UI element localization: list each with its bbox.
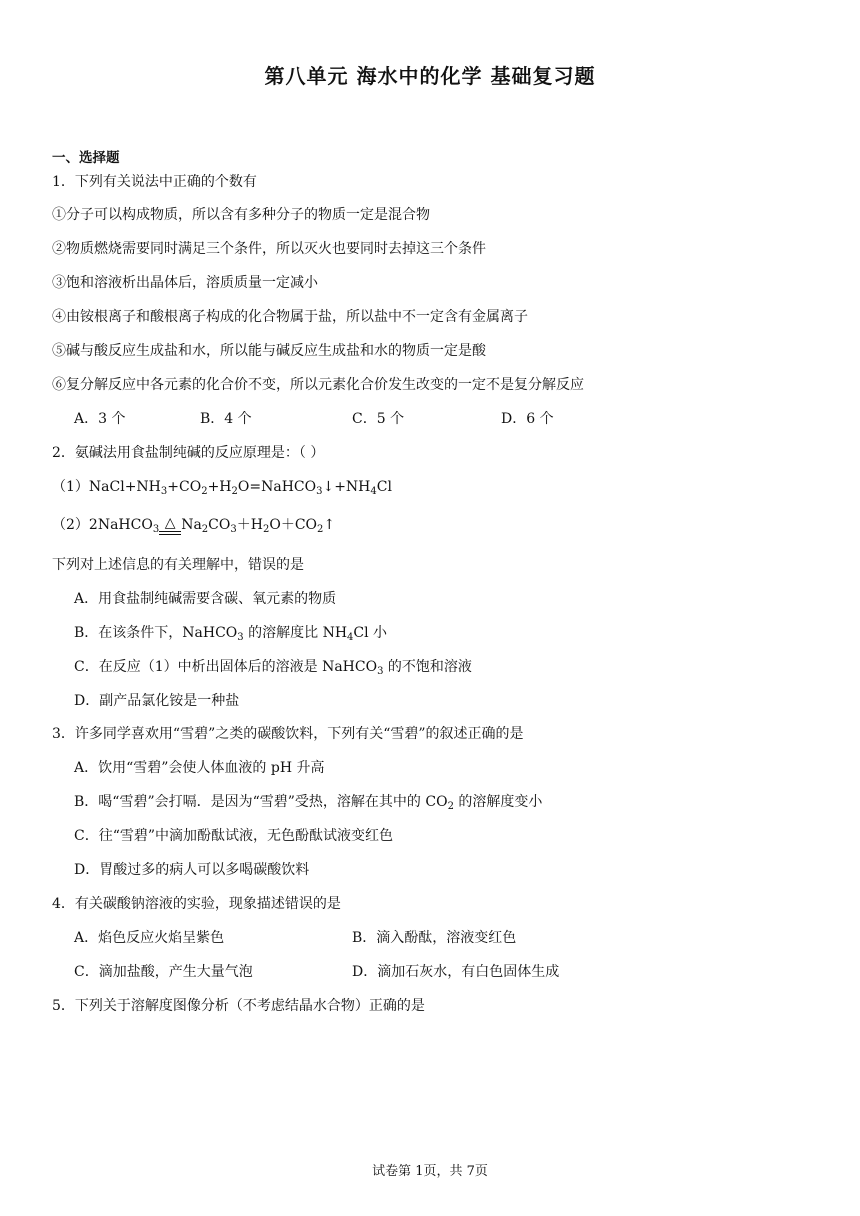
section-heading: 一、选择题 — [52, 150, 120, 166]
q1-statement-4: ④由铵根离子和酸根离子构成的化合物属于盐，所以盐中不一定含有金属离子 — [52, 309, 528, 325]
q3-option-b[interactable]: B．喝“雪碧”会打嗝．是因为“雪碧”受热，溶解在其中的 $CO_2$ 的溶解度变小 — [74, 794, 543, 812]
q4-option-c[interactable]: C．滴加盐酸，产生大量气泡 — [74, 964, 253, 980]
q1-statement-1: ①分子可以构成物质，所以含有多种分子的物质一定是混合物 — [52, 207, 430, 223]
page-footer: 试卷第 1页，共 7页 — [372, 1164, 488, 1179]
page-title: 第八单元 海水中的化学 基础复习题 — [264, 64, 596, 88]
q4-option-a[interactable]: A．焰色反应火焰呈紫色 — [74, 930, 225, 946]
q4-option-b[interactable]: B．滴入酚酞，溶液变红色 — [352, 930, 517, 946]
heat-condition-symbol: △ — [159, 516, 181, 535]
q3-option-a[interactable]: A．饮用“雪碧”会使人体血液的 pH 升高 — [74, 760, 325, 776]
q2-stem: 2．氨碱法用食盐制纯碱的反应原理是：（ ） — [52, 445, 325, 461]
q2-option-a[interactable]: A．用食盐制纯碱需要含碳、氧元素的物质 — [74, 591, 337, 607]
q3-option-d[interactable]: D．胃酸过多的病人可以多喝碳酸饮料 — [74, 862, 310, 878]
q3-option-c[interactable]: C．往“雪碧”中滴加酚酞试液，无色酚酞试液变红色 — [74, 828, 394, 844]
q2-option-d[interactable]: D．副产品氯化铵是一种盐 — [74, 693, 240, 709]
q1-option-c[interactable]: C．5 个 — [352, 411, 405, 427]
q2-reaction-2: （2）2NaHCO$_3$ △ $Na_2CO_3+H_2O+CO_2↑$ — [52, 515, 336, 535]
q1-stem: 1．下列有关说法中正确的个数有 — [52, 174, 257, 190]
q2-reaction-1: $(1)NaCl+NH_3+CO_2+H_2O=NaHCO_3↓+NH_4Cl$ — [52, 479, 392, 497]
q2-prompt: 下列对上述信息的有关理解中，错误的是 — [52, 557, 304, 573]
q2-option-c[interactable]: C．在反应（1）中析出固体后的溶液是 NaHCO$_3$ 的不饱和溶液 — [74, 659, 472, 677]
q1-option-d[interactable]: D．6 个 — [501, 411, 554, 427]
q5-stem: 5．下列关于溶解度图像分析（不考虑结晶水合物）正确的是 — [52, 998, 425, 1014]
q1-option-b[interactable]: B．4 个 — [200, 411, 252, 427]
q2-option-b[interactable]: B．在该条件下，NaHCO$_3$ 的溶解度比 $NH_4Cl$ 小 — [74, 625, 388, 643]
q1-statement-2: ②物质燃烧需要同时满足三个条件，所以灭火也要同时去掉这三个条件 — [52, 241, 486, 257]
q1-statement-6: ⑥复分解反应中各元素的化合价不变，所以元素化合价发生改变的一定不是复分解反应 — [52, 377, 584, 393]
q1-option-a[interactable]: A．3 个 — [74, 411, 126, 427]
q1-statement-3: ③饱和溶液析出晶体后，溶质质量一定减小 — [52, 275, 318, 291]
q4-stem: 4．有关碳酸钠溶液的实验，现象描述错误的是 — [52, 896, 341, 912]
q1-statement-5: ⑤碱与酸反应生成盐和水，所以能与碱反应生成盐和水的物质一定是酸 — [52, 343, 486, 359]
q3-stem: 3．许多同学喜欢用“雪碧”之类的碳酸饮料，下列有关“雪碧”的叙述正确的是 — [52, 726, 524, 742]
q4-option-d[interactable]: D．滴加石灰水，有白色固体生成 — [352, 964, 560, 980]
